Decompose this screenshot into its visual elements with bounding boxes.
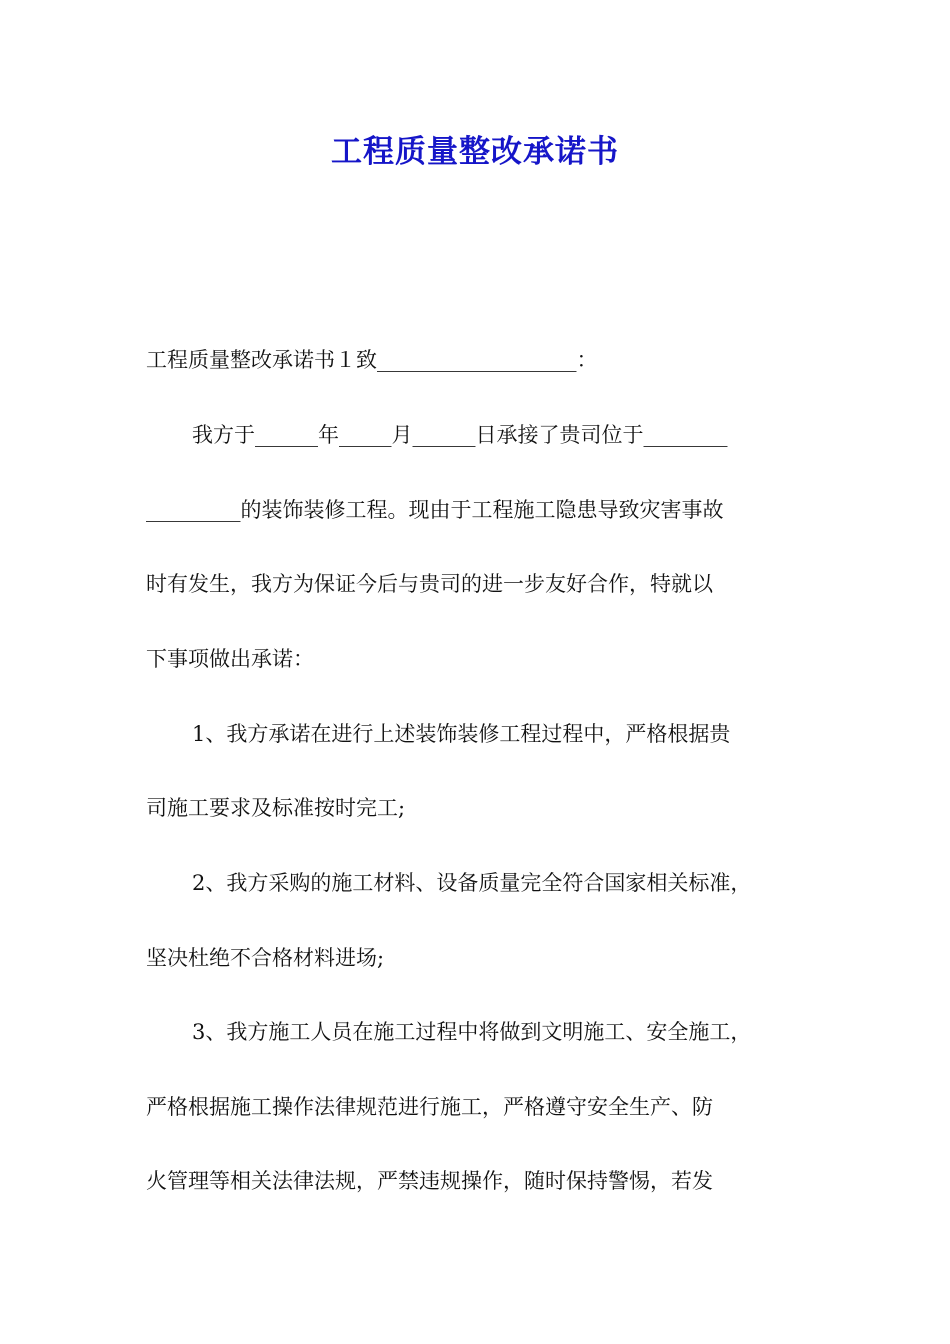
- paragraph-line: _________的装饰装修工程。现由于工程施工隐患导致灾害事故: [146, 498, 724, 522]
- paragraph-line: 我方于______年_____月______日承接了贵司位于________: [192, 423, 728, 447]
- document-title: 工程质量整改承诺书: [331, 134, 619, 170]
- commitment-item-3: 3、我方施工人员在施工过程中将做到文明施工、安全施工，: [192, 1020, 752, 1044]
- paragraph-line: 严格根据施工操作法律规范进行施工，严格遵守安全生产、防: [146, 1095, 713, 1119]
- salutation-line: 工程质量整改承诺书１致___________________：: [146, 348, 598, 372]
- commitment-item-2: 2、我方采购的施工材料、设备质量完全符合国家相关标准，: [192, 871, 752, 895]
- paragraph-line: 司施工要求及标准按时完工;: [146, 796, 406, 820]
- paragraph-line: 火管理等相关法律法规，严禁违规操作，随时保持警惕，若发: [146, 1169, 713, 1193]
- commitment-item-1: 1、我方承诺在进行上述装饰装修工程过程中，严格根据贵: [192, 722, 731, 746]
- paragraph-line: 坚决杜绝不合格材料进场;: [146, 946, 385, 970]
- paragraph-line: 时有发生，我方为保证今后与贵司的进一步友好合作，特就以: [146, 572, 713, 596]
- paragraph-line: 下事项做出承诺：: [146, 647, 314, 671]
